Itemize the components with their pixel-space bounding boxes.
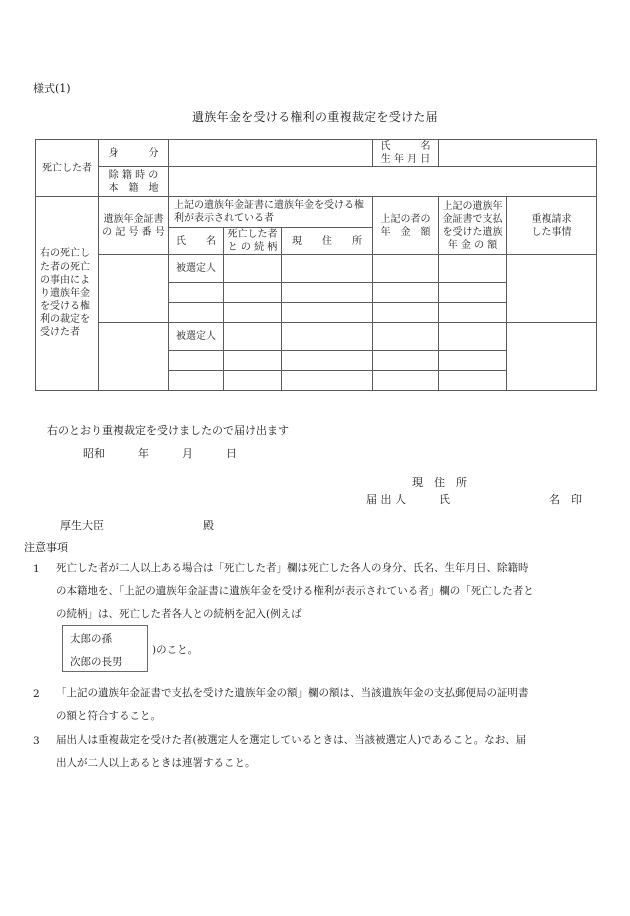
cell-relation-value-a3[interactable]	[224, 303, 282, 323]
note-2-line-2: の額と符合すること。	[56, 710, 161, 722]
cell-certificate-number-value-b[interactable]	[99, 323, 169, 391]
table-row	[36, 323, 597, 351]
cell-pension-amount-value-b2[interactable]	[373, 351, 439, 371]
cell-address-value-a2[interactable]	[282, 283, 373, 303]
cell-address-value-b2[interactable]	[282, 351, 373, 371]
cell-address-value-b3[interactable]	[282, 371, 373, 391]
cell-sub-address-label: 現 住 所	[282, 228, 373, 255]
minister-line: 厚生大臣 殿	[60, 519, 214, 532]
note-1-line-2: の本籍地を、「上記の遺族年金証書に遺族年金を受ける権利が表示されている者」欄の「死亡した者と	[56, 585, 534, 597]
cell-status-value[interactable]	[169, 140, 373, 167]
document-title: 遺族年金を受ける権利の重複裁定を受けた届	[191, 110, 438, 124]
cell-recipient-row-label: 右の死亡した者の死亡の事由により遺族年金を受ける権利の裁定を受けた者	[36, 197, 99, 391]
note-1-example-line-1: 太郎の孫	[70, 633, 112, 645]
note-3-line-2: 出人が二人以上あるときは連署すること。	[56, 757, 256, 769]
cell-name-value-a3[interactable]	[169, 303, 224, 323]
cell-address-value-a3[interactable]	[282, 303, 373, 323]
cell-pension-amount-value-a1[interactable]	[373, 255, 439, 283]
note-2-line-1: 「上記の遺族年金証書で支払を受けた遺族年金の額」欄の額は、当該遺族年金の支払郵便局の証明書	[56, 687, 529, 699]
cell-reason-value-a[interactable]	[507, 255, 597, 323]
cell-designee-label-a: 被選定人	[169, 255, 224, 283]
cell-sub-name-label: 氏 名	[169, 228, 224, 255]
table-row	[36, 167, 597, 197]
cell-paid-amount-value-a3[interactable]	[439, 303, 507, 323]
cell-pension-amount-value-a3[interactable]	[373, 303, 439, 323]
cell-deceased-row-label: 死亡した者	[36, 140, 99, 197]
cell-reason-label: 重複請求 した事情	[507, 197, 597, 255]
cell-relation-value-a1[interactable]	[224, 255, 282, 283]
date-line: 昭和 年 月 日	[83, 447, 237, 460]
cell-name-label: 氏 名 生 年 月 日	[373, 140, 439, 167]
cell-sub-relation-label: 死亡した者 と の 続 柄	[224, 228, 282, 255]
table-row	[36, 255, 597, 283]
cell-name-value-a2[interactable]	[169, 283, 224, 303]
note-2-number: 2	[33, 688, 40, 700]
cell-paid-amount-value-b3[interactable]	[439, 371, 507, 391]
notes-heading: 注意事項	[24, 541, 68, 554]
cell-name-value-b3[interactable]	[169, 371, 224, 391]
cell-paid-amount-value-b1[interactable]	[439, 323, 507, 351]
note-1-example-line-2: 次郎の長男	[70, 656, 123, 668]
note-1-line-3: の続柄」は、死亡した者各人との続柄を記入(例えば	[56, 608, 302, 620]
cell-domicile-value[interactable]	[169, 167, 597, 197]
table-row	[36, 140, 597, 167]
cell-relation-value-a2[interactable]	[224, 283, 282, 303]
cell-paid-amount-value-b2[interactable]	[439, 351, 507, 371]
main-form-table	[35, 139, 597, 391]
cell-certificate-number-value-a[interactable]	[99, 255, 169, 323]
submitter-line: 届 出 人 氏 名 印	[366, 493, 582, 506]
cell-recipient-group-header: 上記の遺族年金証書に遺族年金を受ける権利が表示されている者	[169, 197, 373, 228]
cell-pension-amount-label: 上記の者の 年 金 額	[373, 197, 439, 255]
note-1-line-1: 死亡した者が二人以上ある場合は「死亡した者」欄は死亡した各人の身分、氏名、生年月日、除籍時	[56, 562, 529, 574]
cell-pension-amount-value-b3[interactable]	[373, 371, 439, 391]
cell-relation-value-b2[interactable]	[224, 351, 282, 371]
current-address-label: 現 住 所	[412, 476, 467, 489]
form-number: 様式(1)	[33, 82, 71, 95]
cell-pension-amount-value-b1[interactable]	[373, 323, 439, 351]
cell-paid-amount-value-a2[interactable]	[439, 283, 507, 303]
table-row	[36, 197, 597, 228]
cell-pension-amount-value-a2[interactable]	[373, 283, 439, 303]
cell-name-value-b2[interactable]	[169, 351, 224, 371]
cell-paid-amount-label: 上記の遺族年 金証書で支払 を受けた遺族 年 金 の 額	[439, 197, 507, 255]
declaration-text: 右のとおり重複裁定を受けましたので届け出ます	[47, 424, 289, 437]
note-1-example-tail: )のこと。	[152, 644, 199, 656]
note-3-line-1: 届出人は重複裁定を受けた者(被選定人を選定しているときは、当該被選定人)であること。なお、届	[56, 734, 527, 746]
cell-address-value-b1[interactable]	[282, 323, 373, 351]
cell-relation-value-b3[interactable]	[224, 371, 282, 391]
cell-domicile-label: 除 籍 時 の 本 籍 地	[99, 167, 169, 197]
cell-certificate-number-label: 遺族年金証書 の 記 号 番 号	[99, 197, 169, 255]
cell-paid-amount-value-a1[interactable]	[439, 255, 507, 283]
note-1-number: 1	[33, 563, 40, 575]
cell-name-value[interactable]	[439, 140, 597, 167]
cell-status-label: 身 分	[99, 140, 169, 167]
cell-relation-value-b1[interactable]	[224, 323, 282, 351]
cell-designee-label-b: 被選定人	[169, 323, 224, 351]
note-3-number: 3	[33, 735, 40, 747]
cell-address-value-a1[interactable]	[282, 255, 373, 283]
cell-reason-value-b[interactable]	[507, 323, 597, 391]
